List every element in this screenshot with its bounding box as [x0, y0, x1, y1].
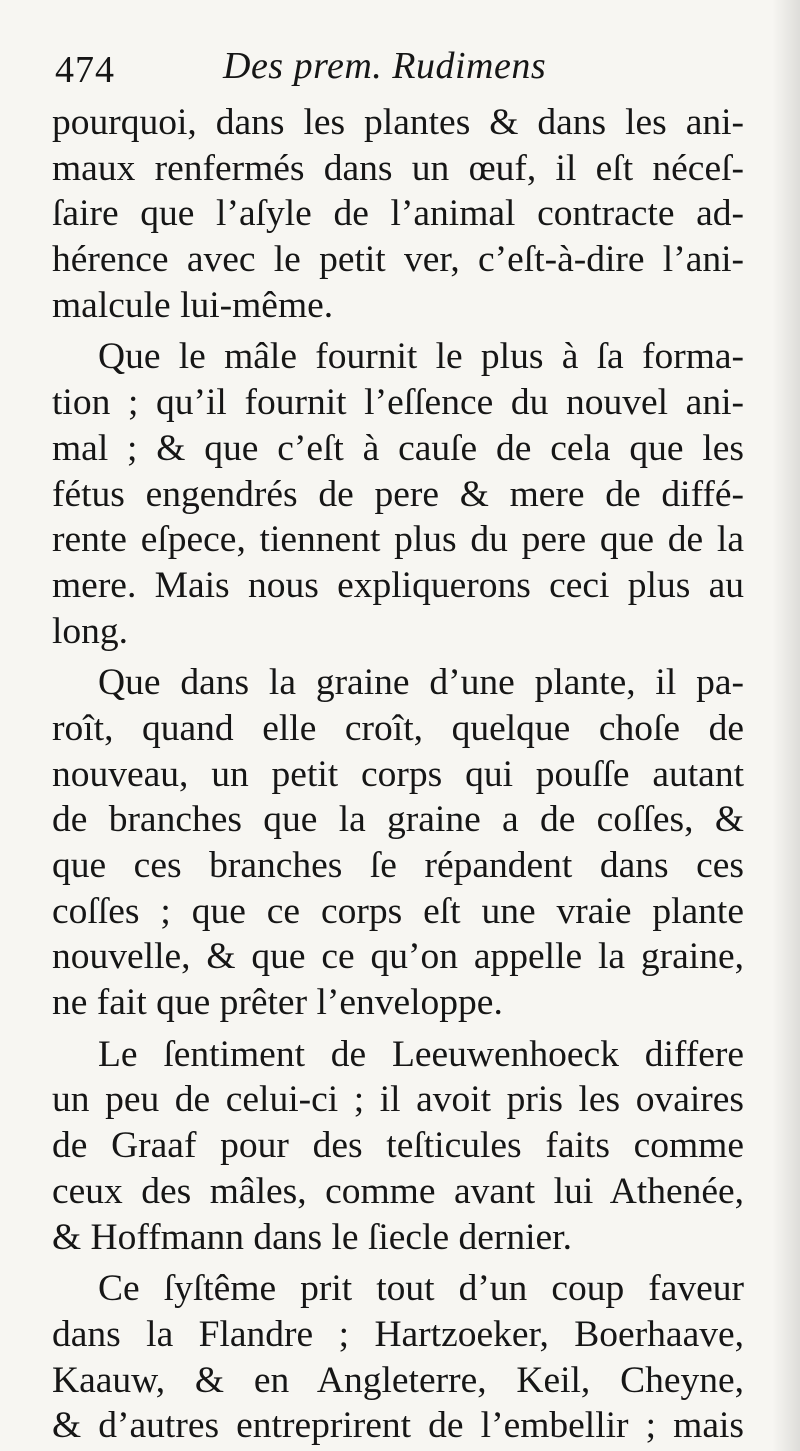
text-line: rente eſpece, tiennent plus du pere que de la — [52, 519, 744, 561]
paragraph — [52, 660, 744, 1026]
running-title: Des prem. Rudimens — [223, 45, 547, 87]
text-line: ſaire que l’aſyle de l’animal contracte ad- — [52, 193, 744, 235]
text-line: coſſes ; que ce corps eſt une vraie plante — [52, 890, 744, 932]
text-line: Le ſentiment de Leeuwenhoeck differe — [98, 1033, 744, 1075]
text-line: nouvelle, & que ce qu’on appelle la graine, — [52, 936, 744, 978]
text-line: un peu de celui-ci ; il avoit pris les ovaires — [52, 1079, 744, 1121]
text-line: nouveau, un petit corps qui pouſſe autant — [52, 753, 744, 795]
text-line: Que le mâle fournit le plus à ſa forma- — [98, 336, 744, 378]
text-line: Que dans la graine d’une plante, il pa- — [98, 662, 744, 704]
text-line: dans la Flandre ; Hartzoeker, Boerhaave, — [52, 1313, 744, 1355]
text-line: pourquoi, dans les plantes & dans les ani- — [52, 102, 744, 143]
text-line: hérence avec le petit ver, c’eſt-à-dire l’ani- — [52, 239, 744, 281]
text-line: de branches que la graine a de coſſes, & — [52, 799, 744, 841]
paragraph — [52, 334, 744, 654]
text-line: & Hoffmann dans le ſiecle dernier. — [52, 1216, 572, 1258]
text-line: long. — [52, 610, 129, 652]
page-gutter-shadow — [772, 0, 800, 1451]
text-line: Kaauw, & en Angleterre, Keil, Cheyne, — [52, 1359, 744, 1401]
text-line: ceux des mâles, comme avant lui Athenée, — [52, 1170, 744, 1212]
page-header — [55, 40, 755, 96]
text-line: Ce ſyſtême prit tout d’un coup faveur — [98, 1268, 744, 1310]
text-line: mere. Mais nous expliquerons ceci plus au — [52, 564, 744, 606]
text-line: de Graaf pour des teſticules faits comme — [52, 1125, 744, 1167]
paragraph — [52, 100, 744, 328]
text-line: malcule lui-même. — [52, 284, 334, 326]
paragraph — [52, 1266, 744, 1449]
page-number: 474 — [55, 49, 115, 91]
text-line: ne fait que prêter l’enveloppe. — [52, 982, 503, 1024]
text-line: tion ; qu’il fournit l’eſſence du nouvel ani- — [52, 382, 744, 424]
text-line: & d’autres entreprirent de l’embellir ; mais — [52, 1405, 744, 1447]
text-line: maux renfermés dans un œuf, il eſt néceſ- — [52, 147, 744, 189]
text-line: roît, quand elle croît, quelque choſe de — [52, 707, 744, 749]
text-line: que ces branches ſe répandent dans ces — [52, 845, 744, 886]
body-text — [52, 100, 744, 1449]
paragraph — [52, 1032, 744, 1260]
text-line: mal ; & que c’eſt à cauſe de cela que les — [52, 427, 744, 469]
text-line: fétus engendrés de pere & mere de diffé- — [52, 473, 744, 515]
